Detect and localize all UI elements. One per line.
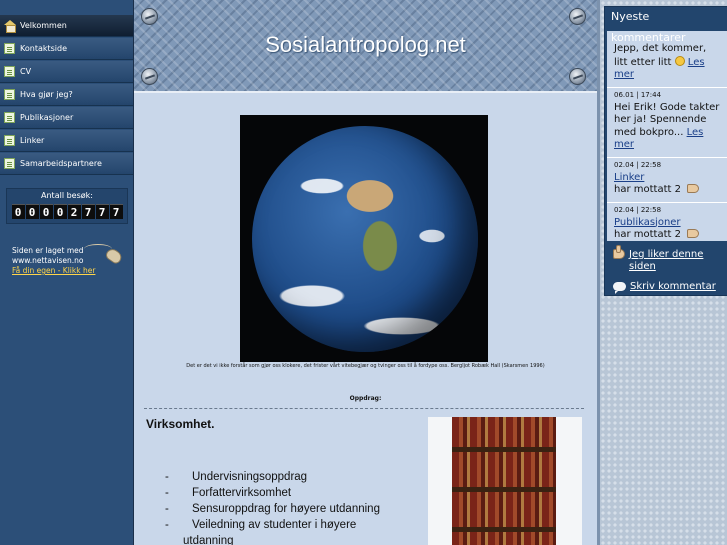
earth-photo (240, 115, 488, 362)
write-comment-row (607, 277, 727, 297)
list-item-wrap: utdanning (183, 535, 234, 545)
comment-time: 06.01 | 17:44 (614, 90, 662, 99)
panel-footer (607, 245, 727, 297)
like-page-link[interactable]: Jeg liker denne siden (629, 249, 704, 272)
comment-entry (607, 203, 727, 247)
thumbs-up-icon (687, 229, 699, 238)
made-with-line1: Siden er laget med (12, 246, 84, 255)
page-icon (4, 66, 15, 77)
site-title[interactable]: Sosialantropolog.net (265, 32, 466, 57)
list-item: - Undervisningsoppdrag (165, 471, 308, 483)
like-row (607, 245, 727, 277)
sidebar-item-label: CV (20, 67, 32, 76)
comment-text: har mottatt 2 (614, 229, 681, 240)
comment-entry (607, 88, 727, 158)
page-link-publikasjoner[interactable]: Publikasjoner (614, 216, 681, 228)
shelf-divider (452, 487, 556, 492)
get-your-own-link[interactable]: Få din egen - Klikk her (12, 266, 96, 275)
comment-text: har mottatt 2 (614, 184, 681, 195)
bolt-icon (141, 68, 158, 85)
sidebar-item-label: Publikasjoner (20, 113, 74, 122)
earth-globe-image (252, 126, 478, 352)
panel-title: Nyeste (611, 10, 650, 23)
bookshelf-photo (428, 417, 582, 545)
read-more-link[interactable]: Les mer (614, 56, 705, 80)
sidebar-item-label: Hva gjør jeg? (20, 90, 73, 99)
sidebar-item-label: Samarbeidspartnere (20, 159, 102, 168)
comment-text: Jepp, det kommer, litt etter litt (614, 43, 707, 68)
duties-list (165, 469, 380, 545)
page-icon (4, 43, 15, 54)
made-with-line2: www.nettavisen.no (12, 256, 84, 265)
read-more-link[interactable]: Les mer (614, 126, 704, 150)
comment-time: 02.04 | 22:58 (614, 205, 662, 214)
list-item: - Sensuroppdrag for høyere utdanning (165, 503, 380, 515)
counter-digit: 2 (68, 204, 81, 219)
main-content (134, 95, 597, 545)
sidebar-item-cv[interactable] (0, 61, 133, 83)
panel-title-overlay: kommentarer (611, 31, 686, 44)
sidebar-item-label: Kontaktside (20, 44, 68, 53)
counter-digits (7, 204, 127, 219)
page-icon (4, 112, 15, 123)
counter-digit: 7 (110, 204, 123, 219)
counter-label: Antall besøk: (41, 191, 93, 200)
sidebar-item-label: Velkommen (20, 21, 67, 30)
counter-digit: 0 (40, 204, 53, 219)
counter-digit: 7 (96, 204, 109, 219)
page-icon (4, 135, 15, 146)
sidebar-item-hva-gjor-jeg[interactable] (0, 84, 133, 106)
write-comment-link[interactable]: Skriv kommentar (630, 281, 716, 292)
made-with-notice (12, 246, 130, 276)
counter-digit: 7 (82, 204, 95, 219)
left-sidebar (0, 0, 134, 545)
site-header (134, 0, 597, 93)
thumbs-up-icon (687, 184, 699, 193)
list-item: - Veiledning av studenter i høyere (165, 519, 357, 531)
comments-list (607, 31, 727, 241)
page-link-linker[interactable]: Linker (614, 171, 645, 183)
page-icon (4, 158, 15, 169)
bolt-icon (569, 68, 586, 85)
smiley-icon (675, 56, 685, 66)
thumbs-up-icon (613, 249, 625, 259)
latest-comments-panel (604, 6, 727, 296)
counter-digit: 0 (26, 204, 39, 219)
right-sidebar (597, 0, 727, 545)
list-item: - Forfattervirksomhet (165, 487, 292, 499)
section-heading: Virksomhet. (146, 417, 215, 431)
comment-text: Hei Erik! Gode takter her ja! Spennende med bokpro... (614, 101, 720, 138)
sidebar-item-kontaktside[interactable] (0, 38, 133, 60)
counter-digit: 0 (54, 204, 67, 219)
shelf-divider (452, 447, 556, 452)
comment-time: 02.04 | 22:58 (614, 160, 662, 169)
counter-digit: 0 (12, 204, 25, 219)
sidebar-item-label: Linker (20, 136, 45, 145)
home-icon (4, 20, 15, 31)
visit-counter (6, 188, 128, 224)
sidebar-item-linker[interactable] (0, 130, 133, 152)
sidebar-item-velkommen[interactable] (0, 15, 133, 37)
bolt-icon (141, 8, 158, 25)
page-icon (4, 89, 15, 100)
bookshelf-image (452, 417, 556, 545)
sidebar-item-samarbeidspartnere[interactable] (0, 153, 133, 175)
speech-bubble-icon (613, 282, 626, 291)
image-caption: Det er det vi ikke forstår som gjør oss klokere, det frister vårt vitebegjær og tvinger oss til å fordype oss. Bergljot Robæk Hall (Skarsmen 1996) (186, 363, 545, 369)
sidebar-item-publikasjoner[interactable] (0, 107, 133, 129)
bolt-icon (569, 8, 586, 25)
section-label: Oppdrag: (349, 395, 382, 402)
comment-entry (607, 158, 727, 203)
dashed-divider (144, 408, 584, 409)
shelf-divider (452, 527, 556, 532)
